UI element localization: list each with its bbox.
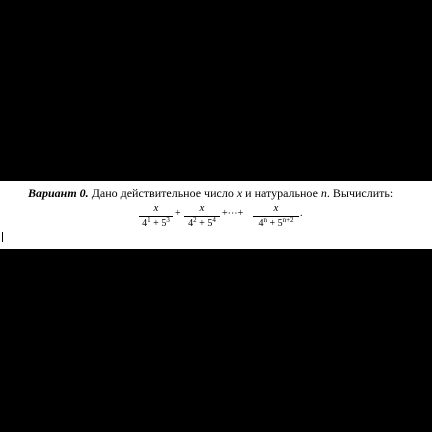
denominator: $4^1 + 5^3$ [142, 216, 170, 229]
numerator: x [273, 202, 279, 214]
numerator: x [153, 202, 159, 214]
plus-operator: + [175, 208, 181, 219]
period: . [300, 208, 303, 219]
denominator: $4^n + 5^{n+2}$ [258, 216, 294, 229]
document-sheet [0, 181, 432, 249]
variant-label: Вариант 0. [28, 186, 89, 200]
statement-text-3: . Вычислить: [326, 186, 394, 200]
denominator: $4^2 + 5^4$ [188, 216, 216, 229]
statement-text-1: Дано действительное число [88, 186, 237, 200]
problem-statement [28, 186, 393, 200]
numerator: x [199, 202, 205, 214]
variable-x: x [236, 186, 243, 200]
statement-text-2: и натуральное [242, 186, 321, 200]
variable-n: n [320, 186, 327, 200]
text-cursor [2, 232, 3, 242]
ellipsis-operator: +⋯+ [222, 208, 244, 219]
